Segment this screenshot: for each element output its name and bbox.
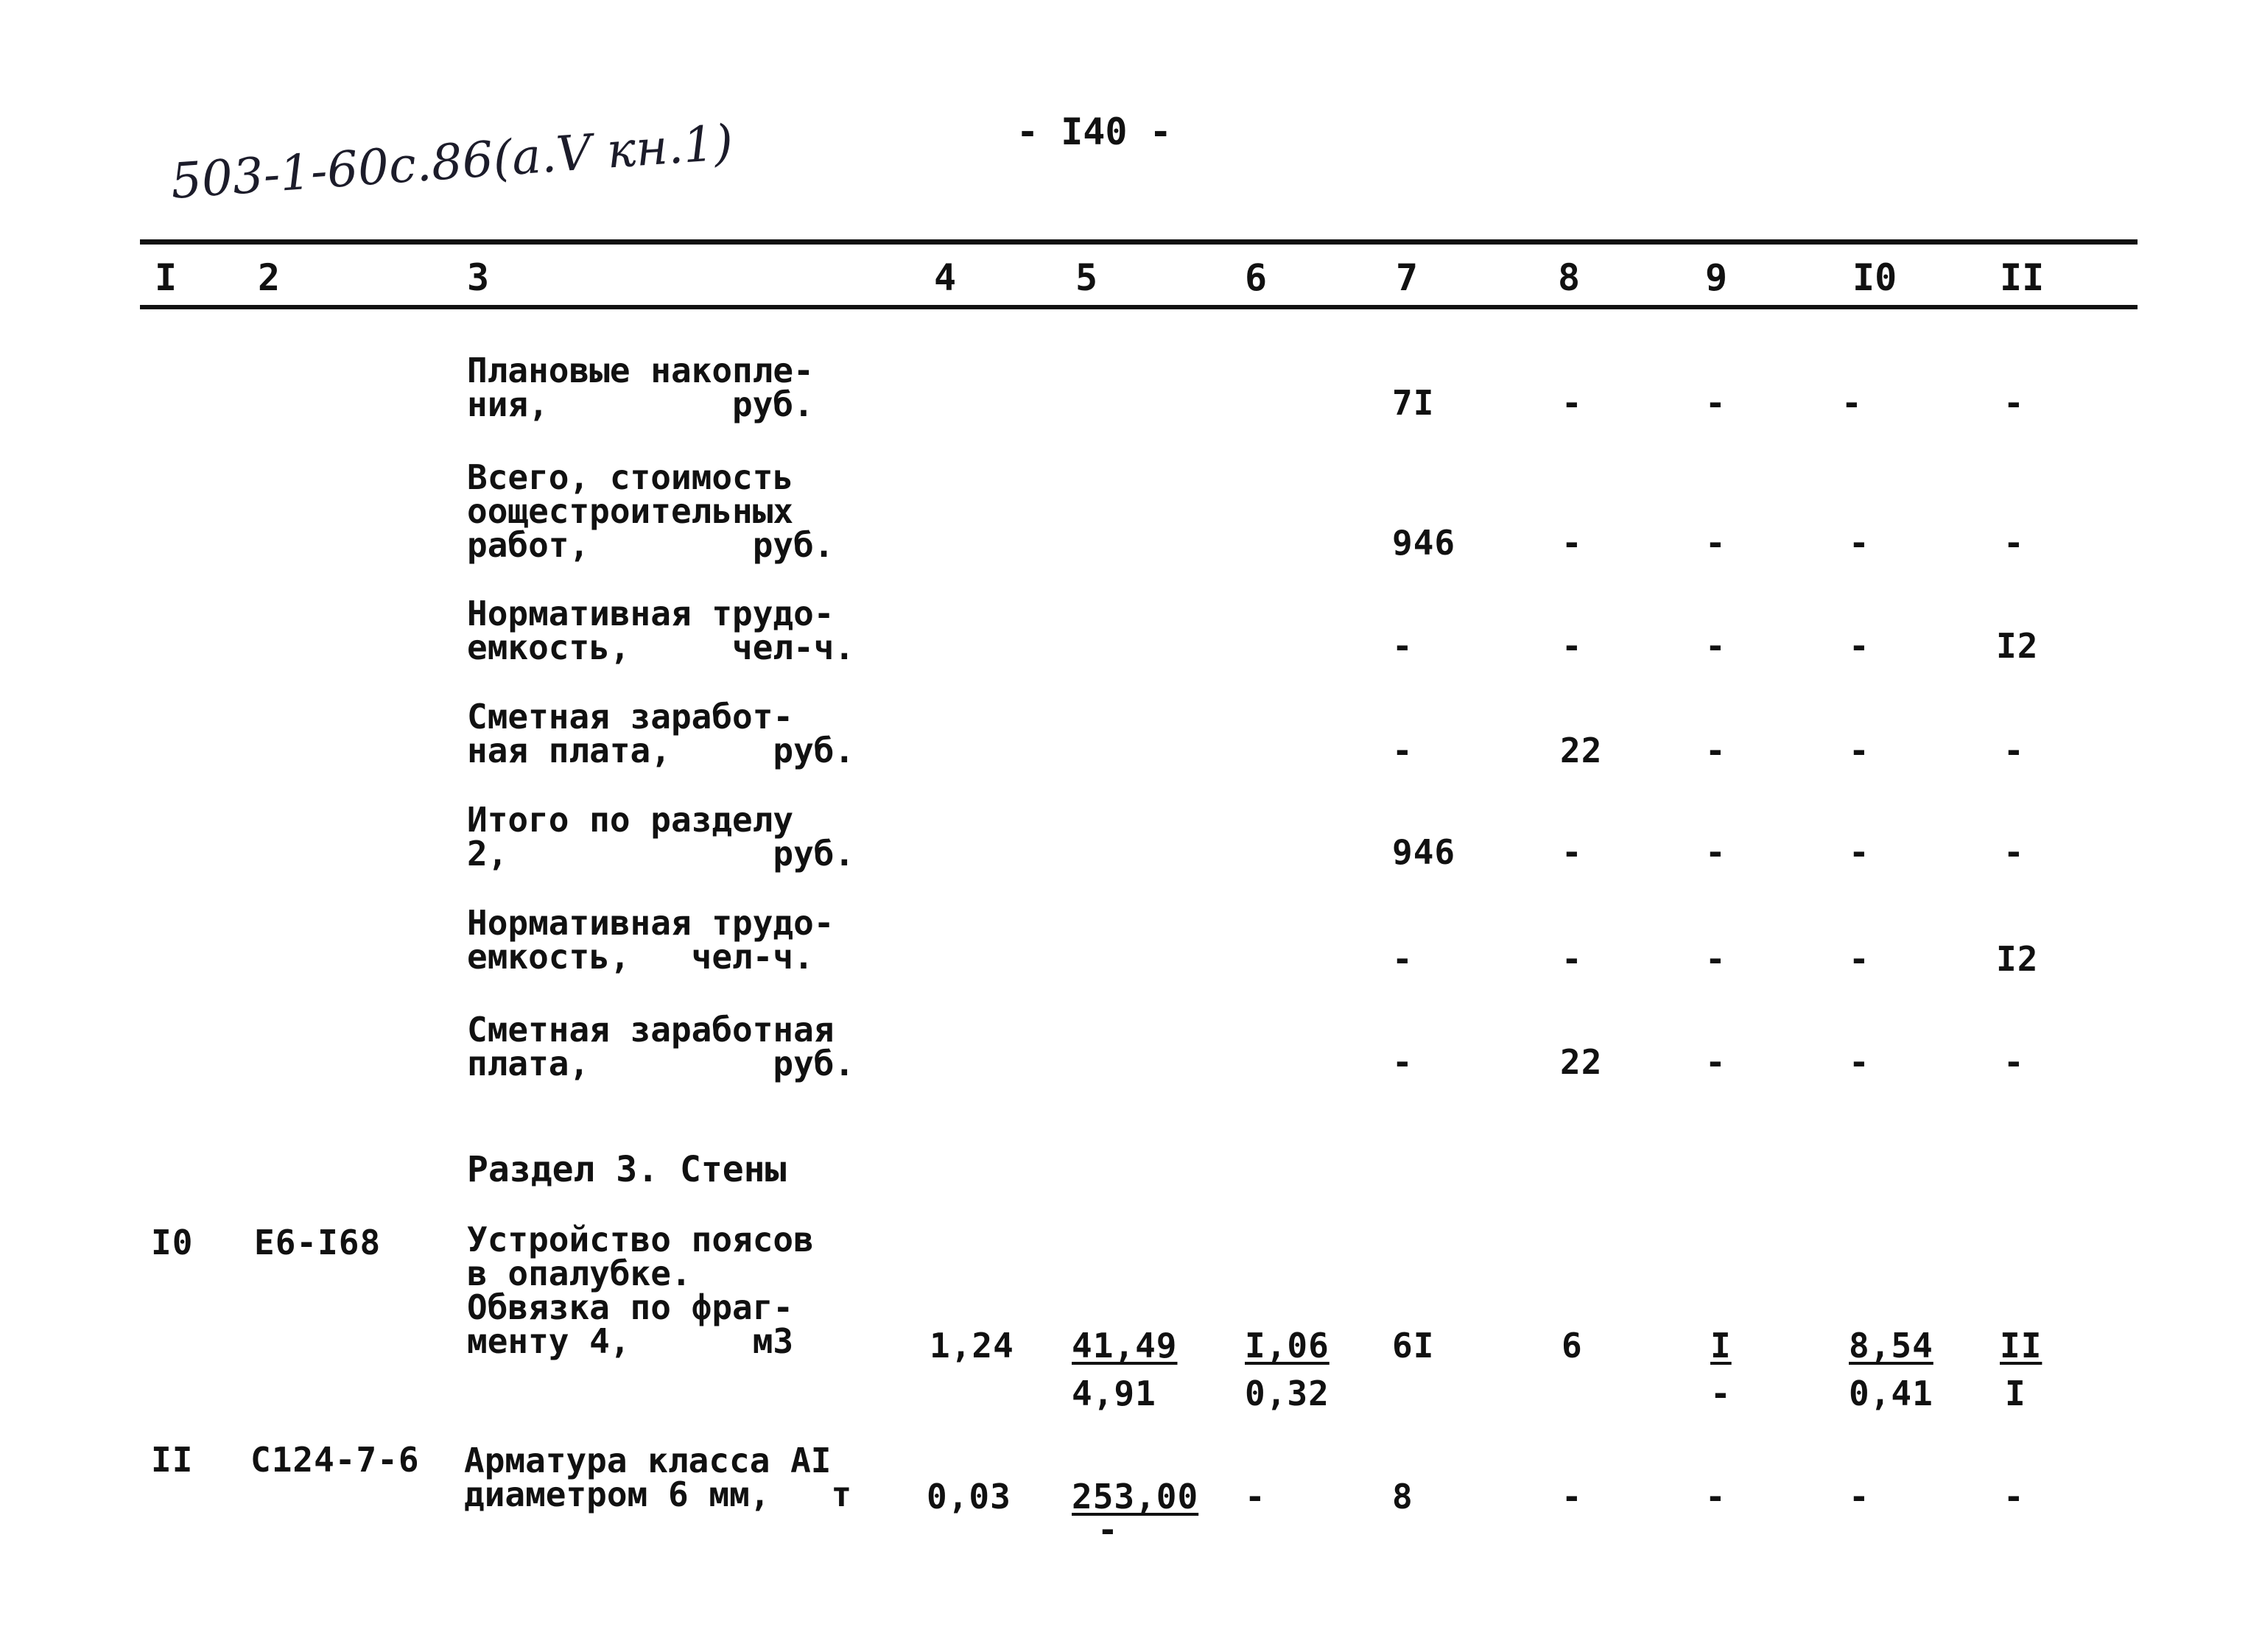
desc-line: Итого по разделу (467, 800, 794, 840)
cell-col6-bottom: 0,32 (1245, 1374, 1330, 1413)
cell-col10: - (1849, 523, 1869, 563)
cell-col8: - (1562, 1477, 1582, 1516)
row-description (467, 903, 835, 977)
cell-col11: - (2003, 1042, 2024, 1082)
cell-col10: - (1849, 832, 1869, 872)
cell-col7: 946 (1392, 523, 1456, 563)
desc-line: менту 4, м3 (467, 1321, 794, 1361)
desc-line: Нормативная трудо- (467, 594, 835, 633)
cell-col7: - (1392, 1042, 1413, 1082)
desc-line: диаметром 6 мм, т (464, 1475, 852, 1514)
section-title: Раздел 3. Стены (467, 1149, 787, 1190)
cell-col11: - (2003, 832, 2024, 872)
cell-col9: - (1705, 383, 1726, 423)
item-code: С124-7-6 (250, 1440, 420, 1480)
cell-col9: - (1705, 939, 1726, 979)
cell-col8: - (1562, 523, 1582, 563)
row-description (467, 1220, 814, 1361)
cell-col7: 7I (1392, 383, 1435, 423)
desc-line: плата, руб. (467, 1044, 855, 1083)
cell-col10: - (1849, 1477, 1869, 1516)
desc-line: Нормативная трудо- (467, 903, 835, 943)
cell-col10: - (1849, 1042, 1869, 1082)
cell-col5-top: 41,49 (1072, 1326, 1178, 1365)
cell-col10: - (1849, 626, 1869, 666)
desc-line: оощестроительных (467, 491, 794, 531)
desc-line: Арматура класса АI (464, 1441, 832, 1480)
cell-col8: 22 (1560, 1042, 1603, 1082)
cell-col7: - (1392, 626, 1413, 666)
cell-col8: - (1562, 626, 1582, 666)
row-description (467, 697, 855, 770)
cell-col6-top: I,06 (1245, 1326, 1330, 1365)
cell-col11: - (2003, 383, 2024, 423)
column-header-3: 3 (467, 256, 490, 299)
cell-col8: 22 (1560, 731, 1603, 770)
cell-col9-bottom: - (1710, 1374, 1731, 1413)
row-description (467, 800, 855, 874)
item-number: II (151, 1440, 194, 1480)
cell-col10: - (1841, 383, 1862, 423)
cell-col8: - (1562, 832, 1582, 872)
desc-line: ная плата, руб. (467, 731, 855, 770)
desc-line: Обвязка по фраг- (467, 1287, 794, 1327)
cell-col11: - (2003, 1477, 2024, 1516)
column-header-6: 6 (1245, 256, 1268, 299)
row-description (467, 351, 814, 424)
cell-col8: 6 (1562, 1326, 1583, 1365)
cell-col5-bottom: 4,91 (1072, 1374, 1156, 1413)
column-header-4: 4 (934, 256, 957, 299)
column-header-8: 8 (1558, 256, 1581, 299)
cell-col9: - (1705, 523, 1726, 563)
cell-col10-top: 8,54 (1849, 1326, 1933, 1365)
cell-col11: - (2003, 523, 2024, 563)
cell-col11: - (2003, 731, 2024, 770)
cell-col7: 8 (1392, 1477, 1413, 1516)
item-number: I0 (151, 1223, 194, 1262)
cell-quantity: 1,24 (930, 1326, 1014, 1365)
desc-line: ния, руб. (467, 384, 814, 424)
desc-line: в опалубке. (467, 1254, 692, 1293)
column-header-11: II (2000, 256, 2045, 299)
desc-line: Плановые накопле- (467, 351, 814, 390)
cell-col10-bottom: 0,41 (1849, 1374, 1933, 1413)
desc-line: емкость, чел-ч. (467, 628, 855, 667)
desc-line: 2, руб. (467, 834, 855, 874)
cell-col5-top: 253,00 (1072, 1477, 1199, 1516)
desc-line: Устройство поясов (467, 1220, 814, 1259)
cell-col8: - (1562, 939, 1582, 979)
page-number: - I40 - (1016, 110, 1172, 153)
column-header-5: 5 (1075, 256, 1098, 299)
table-header-rule (140, 305, 2138, 309)
cell-col9-top: I (1710, 1326, 1732, 1365)
row-description (464, 1441, 852, 1514)
cell-col9: - (1705, 626, 1726, 666)
cell-col5-bottom: - (1097, 1510, 1118, 1550)
cell-col6: - (1245, 1477, 1265, 1516)
desc-line: Сметная заработ- (467, 697, 794, 737)
cell-col11: I2 (1996, 939, 2039, 979)
row-description (467, 1010, 855, 1083)
cell-col11-top: II (2000, 1326, 2043, 1365)
desc-line: емкость, чел-ч. (467, 937, 814, 977)
desc-line: работ, руб. (467, 525, 835, 565)
table-top-rule (140, 239, 2138, 245)
cell-col7: - (1392, 939, 1413, 979)
handwritten-document-code: 503-1-60с.86(а.V кн.1) (169, 113, 735, 210)
desc-line: Сметная заработная (467, 1010, 835, 1050)
column-header-9: 9 (1705, 256, 1728, 299)
cell-col7: 6I (1392, 1326, 1435, 1365)
cell-col10: - (1849, 939, 1869, 979)
cell-col9: - (1705, 1477, 1726, 1516)
desc-line: Всего, стоимость (467, 457, 794, 497)
column-header-10: I0 (1852, 256, 1897, 299)
cell-quantity: 0,03 (927, 1477, 1011, 1516)
cell-col11: I2 (1996, 626, 2039, 666)
cell-col9: - (1705, 832, 1726, 872)
cell-col7: - (1392, 731, 1413, 770)
item-code: Е6-I68 (254, 1223, 382, 1262)
column-header-2: 2 (258, 256, 281, 299)
cell-col9: - (1705, 731, 1726, 770)
cell-col7: 946 (1392, 832, 1456, 872)
cell-col8: - (1562, 383, 1582, 423)
cell-col10: - (1849, 731, 1869, 770)
column-header-1: I (155, 256, 178, 299)
row-description (467, 594, 855, 667)
cell-col11-bottom: I (2005, 1374, 2026, 1413)
cell-col9: - (1705, 1042, 1726, 1082)
column-header-7: 7 (1396, 256, 1419, 299)
row-description (467, 457, 835, 565)
